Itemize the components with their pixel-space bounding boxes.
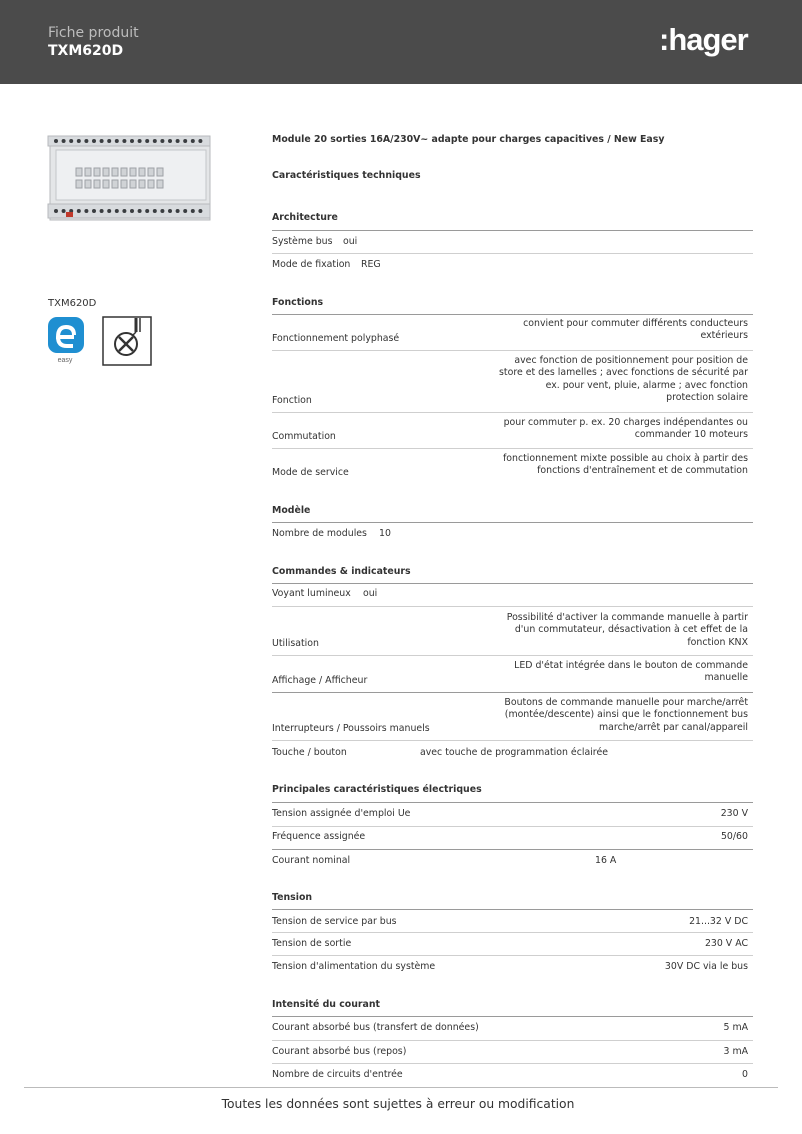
spec-label: Fonctionnement polyphasé xyxy=(272,333,400,344)
divider xyxy=(272,1040,753,1041)
divider xyxy=(272,826,753,827)
spec-value: avec touche de programmation éclairée xyxy=(420,747,608,758)
section-heading-modele: Modèle xyxy=(272,505,311,516)
spec-label: Système bus xyxy=(272,236,333,247)
spec-label: Mode de fixation xyxy=(272,259,351,270)
spec-value: 230 V xyxy=(720,808,748,819)
divider xyxy=(272,740,753,741)
easy-label: easy xyxy=(57,357,73,364)
spec-value: fonctionnement mixte possible au choix à partir des fonctions d'entraînement et de commutation xyxy=(503,453,748,477)
product-reference: TXM620D xyxy=(48,298,97,309)
spec-value: 16 A xyxy=(595,855,617,866)
section-heading-electriques: Principales caractéristiques électriques xyxy=(272,784,482,795)
spec-value: REG xyxy=(361,259,381,270)
spec-content xyxy=(272,0,753,1134)
spec-value: convient pour commuter différents conducteurs extérieurs xyxy=(523,318,748,342)
spec-value: Boutons de commande manuelle pour marche/arrêt (montée/descente) ainsi que le fonctionnement bus marche/arrêt par canal/appareil xyxy=(504,697,748,733)
divider xyxy=(272,230,753,231)
spec-value: oui xyxy=(343,236,358,247)
spec-label: Courant absorbé bus (transfert de données) xyxy=(272,1022,479,1033)
divider xyxy=(272,522,753,523)
spec-label: Touche / bouton xyxy=(272,747,347,758)
spec-value: 230 V AC xyxy=(704,938,748,949)
spec-value: LED d'état intégrée dans le bouton de commande manuelle xyxy=(514,660,748,684)
divider xyxy=(272,909,753,910)
header-title: TXM620D xyxy=(48,43,124,59)
hager-logo: :hager xyxy=(659,22,748,57)
section-heading-architecture: Architecture xyxy=(272,212,338,223)
spec-value: oui xyxy=(363,588,378,599)
spec-label: Commutation xyxy=(272,431,336,442)
spec-value: avec fonction de positionnement pour position de store et des lamelles ; avec fonctions de sécurité par ex. pour vent, pluie, alarme ; avec fonction protection solaire xyxy=(499,355,748,403)
spec-value: Possibilité d'activer la commande manuelle à partir d'un commutateur, désactivation à cet effet de la fonction KNX xyxy=(506,612,748,648)
spec-label: Nombre de circuits d'entrée xyxy=(272,1069,403,1080)
divider xyxy=(272,606,753,607)
spec-label: Fréquence assignée xyxy=(272,831,366,842)
spec-label: Voyant lumineux xyxy=(272,588,351,599)
spec-value: 21...32 V DC xyxy=(689,916,748,927)
spec-value: pour commuter p. ex. 20 charges indépendantes ou commander 10 moteurs xyxy=(503,417,748,441)
spec-value: 0 xyxy=(742,1069,748,1080)
section-heading-commandes: Commandes & indicateurs xyxy=(272,566,411,577)
spec-label: Mode de service xyxy=(272,467,349,478)
divider xyxy=(272,448,753,449)
product-title: Module 20 sorties 16A/230V~ adapte pour charges capacitives / New Easy xyxy=(272,134,665,145)
spec-label: Courant nominal xyxy=(272,855,351,866)
spec-value: 3 mA xyxy=(723,1046,748,1057)
spec-value: 5 mA xyxy=(723,1022,748,1033)
footer-divider xyxy=(24,1087,778,1088)
spec-value: 50/60 xyxy=(720,831,748,842)
spec-value: 30V DC via le bus xyxy=(664,961,748,972)
spec-label: Interrupteurs / Poussoirs manuels xyxy=(272,723,430,734)
spec-label: Fonction xyxy=(272,395,312,406)
divider xyxy=(272,253,753,254)
divider xyxy=(272,692,753,693)
divider xyxy=(272,350,753,351)
divider xyxy=(272,802,753,803)
divider xyxy=(272,583,753,584)
spec-label: Tension assignée d'emploi Ue xyxy=(272,808,411,819)
spec-label: Nombre de modules xyxy=(272,528,367,539)
divider xyxy=(272,1063,753,1064)
capacitive-load-symbol-icon xyxy=(102,316,152,366)
divider xyxy=(272,314,753,315)
divider xyxy=(272,1016,753,1017)
specs-heading: Caractéristiques techniques xyxy=(272,170,421,181)
spec-value: 10 xyxy=(379,528,391,539)
spec-label: Tension de sortie xyxy=(272,938,352,949)
header-subtitle: Fiche produit xyxy=(48,25,139,41)
spec-label: Utilisation xyxy=(272,638,319,649)
spec-label: Tension de service par bus xyxy=(272,916,397,927)
divider xyxy=(272,655,753,656)
spec-label: Tension d'alimentation du système xyxy=(272,961,436,972)
divider xyxy=(272,412,753,413)
section-heading-tension: Tension xyxy=(272,892,313,903)
spec-label: Affichage / Afficheur xyxy=(272,675,368,686)
divider xyxy=(272,849,753,850)
section-heading-intensite: Intensité du courant xyxy=(272,999,381,1010)
divider xyxy=(272,932,753,933)
product-image xyxy=(46,128,214,228)
spec-label: Courant absorbé bus (repos) xyxy=(272,1046,407,1057)
section-heading-fonctions: Fonctions xyxy=(272,297,324,308)
divider xyxy=(272,955,753,956)
footer-disclaimer: Toutes les données sont sujettes à erreur ou modification xyxy=(221,1097,575,1111)
